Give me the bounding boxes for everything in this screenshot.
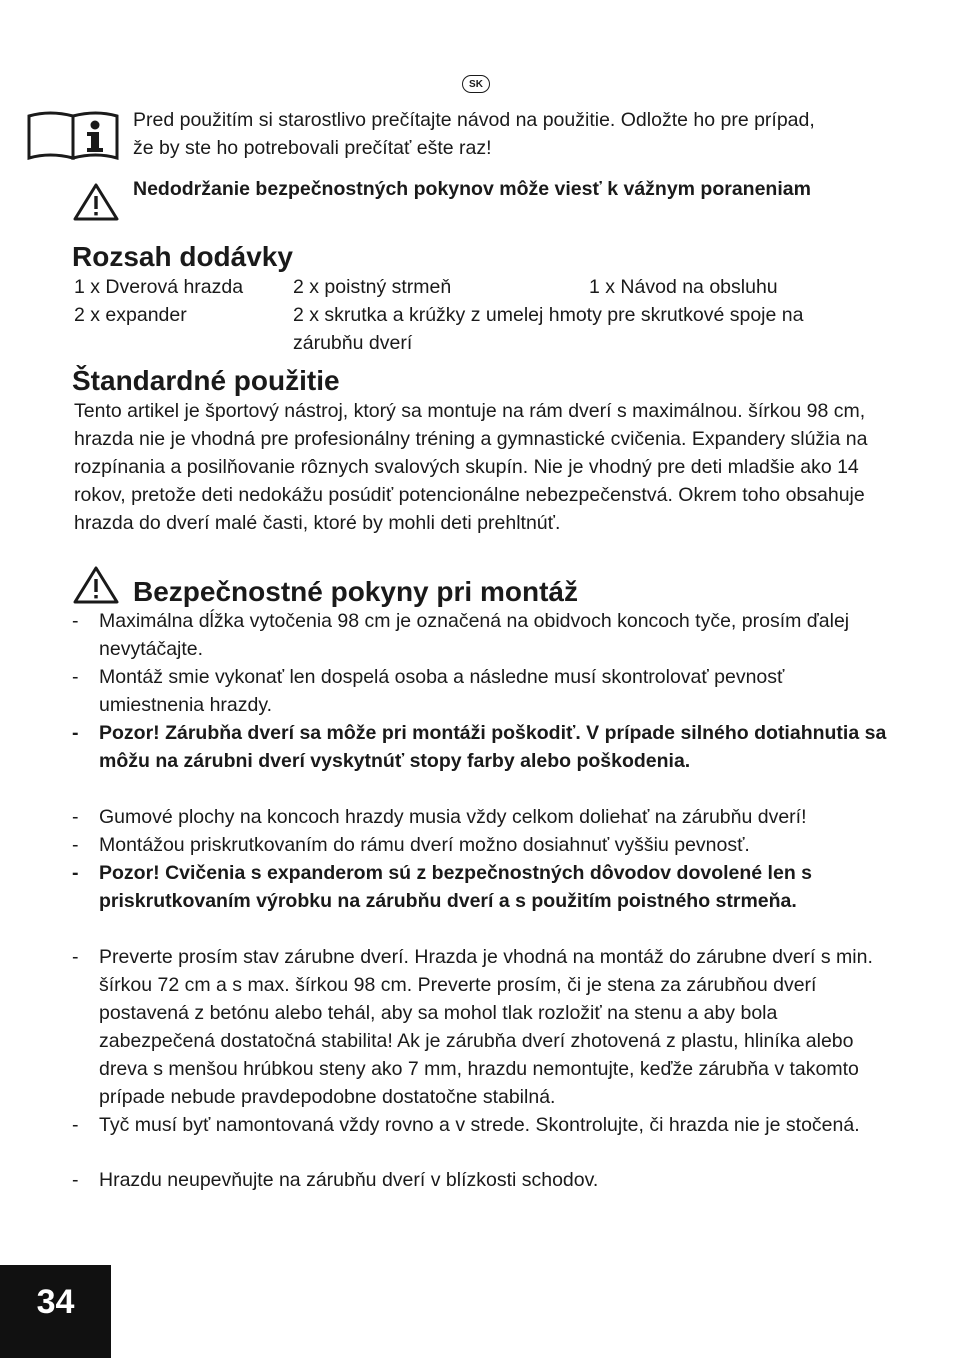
safety-item-text: Maximálna dĺžka vytočenia 98 cm je označená na obidvoch koncoch tyče, prosím ďalej nevytáčajte.: [99, 610, 850, 660]
book-info-icon: [26, 108, 122, 162]
intended-use-text: Tento artikel je športový nástroj, ktorý sa montuje na rám dverí s maximálnou. šírkou 98 cm, hrazda nie je vhodná pre profesionálny tréning a gymnastické cvičenia. Expandery slúžia na rozpínania a posilňovanie rôznych svalových skupín. Nie je vhodný pre deti mladšie ako 14 rokov, pretože deti nedokážu posúdiť potencionálne nebezpečenstvá. Okrem toho obsahuje hrazda do dverí malé časti, ktoré by mohli deti prehltnúť.: [74, 400, 868, 534]
safety-item-text: Montážou priskrutkovaním do rámu dverí možno dosiahnuť vyššiu pevnosť.: [99, 834, 750, 856]
list-dash: -: [72, 610, 79, 632]
list-dash: -: [72, 946, 79, 968]
delivery-item: 2 x expander: [74, 304, 187, 326]
safety-item-text: Montáž smie vykonať len dospelá osoba a následne musí skontrolovať pevnosť umiestnenia hrazdy.: [99, 666, 785, 716]
warning-triangle-icon: [72, 182, 120, 222]
list-dash: -: [72, 806, 79, 828]
delivery-item: 2 x skrutka a krúžky z umelej hmoty pre skrutkové spoje na zárubňu dverí: [293, 304, 804, 354]
list-dash: -: [72, 862, 79, 884]
safety-heading: Bezpečnostné pokyny pri montáž: [133, 576, 578, 607]
delivery-item: 1 x Dverová hrazda: [74, 276, 244, 298]
delivery-item: 1 x Návod na obsluhu: [589, 276, 778, 298]
list-dash: -: [72, 1169, 79, 1191]
warning-notice-text: Nedodržanie bezpečnostných pokynov môže viesť k vážnym poraneniam: [133, 178, 811, 200]
list-dash: -: [72, 1114, 79, 1136]
safety-item-text: Pozor! Zárubňa dverí sa môže pri montáži poškodiť. V prípade silného dotiahnutia sa môžu na zárubni dverí vyskytnúť stopy farby alebo poškodenia.: [99, 722, 887, 772]
delivery-item: 2 x poistný strmeň: [293, 276, 452, 298]
list-dash: -: [72, 666, 79, 688]
delivery-heading: Rozsah dodávky: [72, 241, 293, 272]
language-badge: SK: [462, 75, 490, 93]
safety-item-text: Pozor! Cvičenia s expanderom sú z bezpečnostných dôvodov dovolené len s priskrutkovaním výrobku na zárubňu dverí a s použitím poistného strmeňa.: [99, 862, 812, 912]
safety-item-text: Hrazdu neupevňujte na zárubňu dverí v blízkosti schodov.: [99, 1169, 599, 1191]
safety-item-text: Tyč musí byť namontovaná vždy rovno a v strede. Skontrolujte, či hrazda nie je stočená.: [99, 1114, 860, 1136]
info-notice-text: Pred použitím si starostlivo prečítajte návod na použitie. Odložte ho pre prípad, že by ste ho potrebovali prečítať ešte raz!: [133, 109, 815, 159]
page-number: 34: [0, 1265, 111, 1358]
list-dash: -: [72, 722, 79, 744]
warning-triangle-icon: [72, 565, 120, 605]
safety-item-text: Gumové plochy na koncoch hrazdy musia vždy celkom doliehať na zárubňu dverí!: [99, 806, 807, 828]
safety-item-text: Preverte prosím stav zárubne dverí. Hrazda je vhodná na montáž do zárubne dverí s min. šírkou 72 cm a s max. šírkou 98 cm. Preverte prosím, či je stena za zárubňou dverí postavená z betónu alebo tehál, aby sa mohol tlak rozložiť na stenu a aby bola zabezpečená dostatočná stabilita! Ak je zárubňa dverí zhotovená z plastu, hliníka alebo dreva s menšou hrúbkou steny ako 7 mm, hrazdu nemontujte, keďže zárubňa v takomto prípade nebude pravdepodobne dostatočne stabilná.: [99, 946, 873, 1108]
list-dash: -: [72, 834, 79, 856]
intended-use-heading: Štandardné použitie: [72, 365, 340, 396]
